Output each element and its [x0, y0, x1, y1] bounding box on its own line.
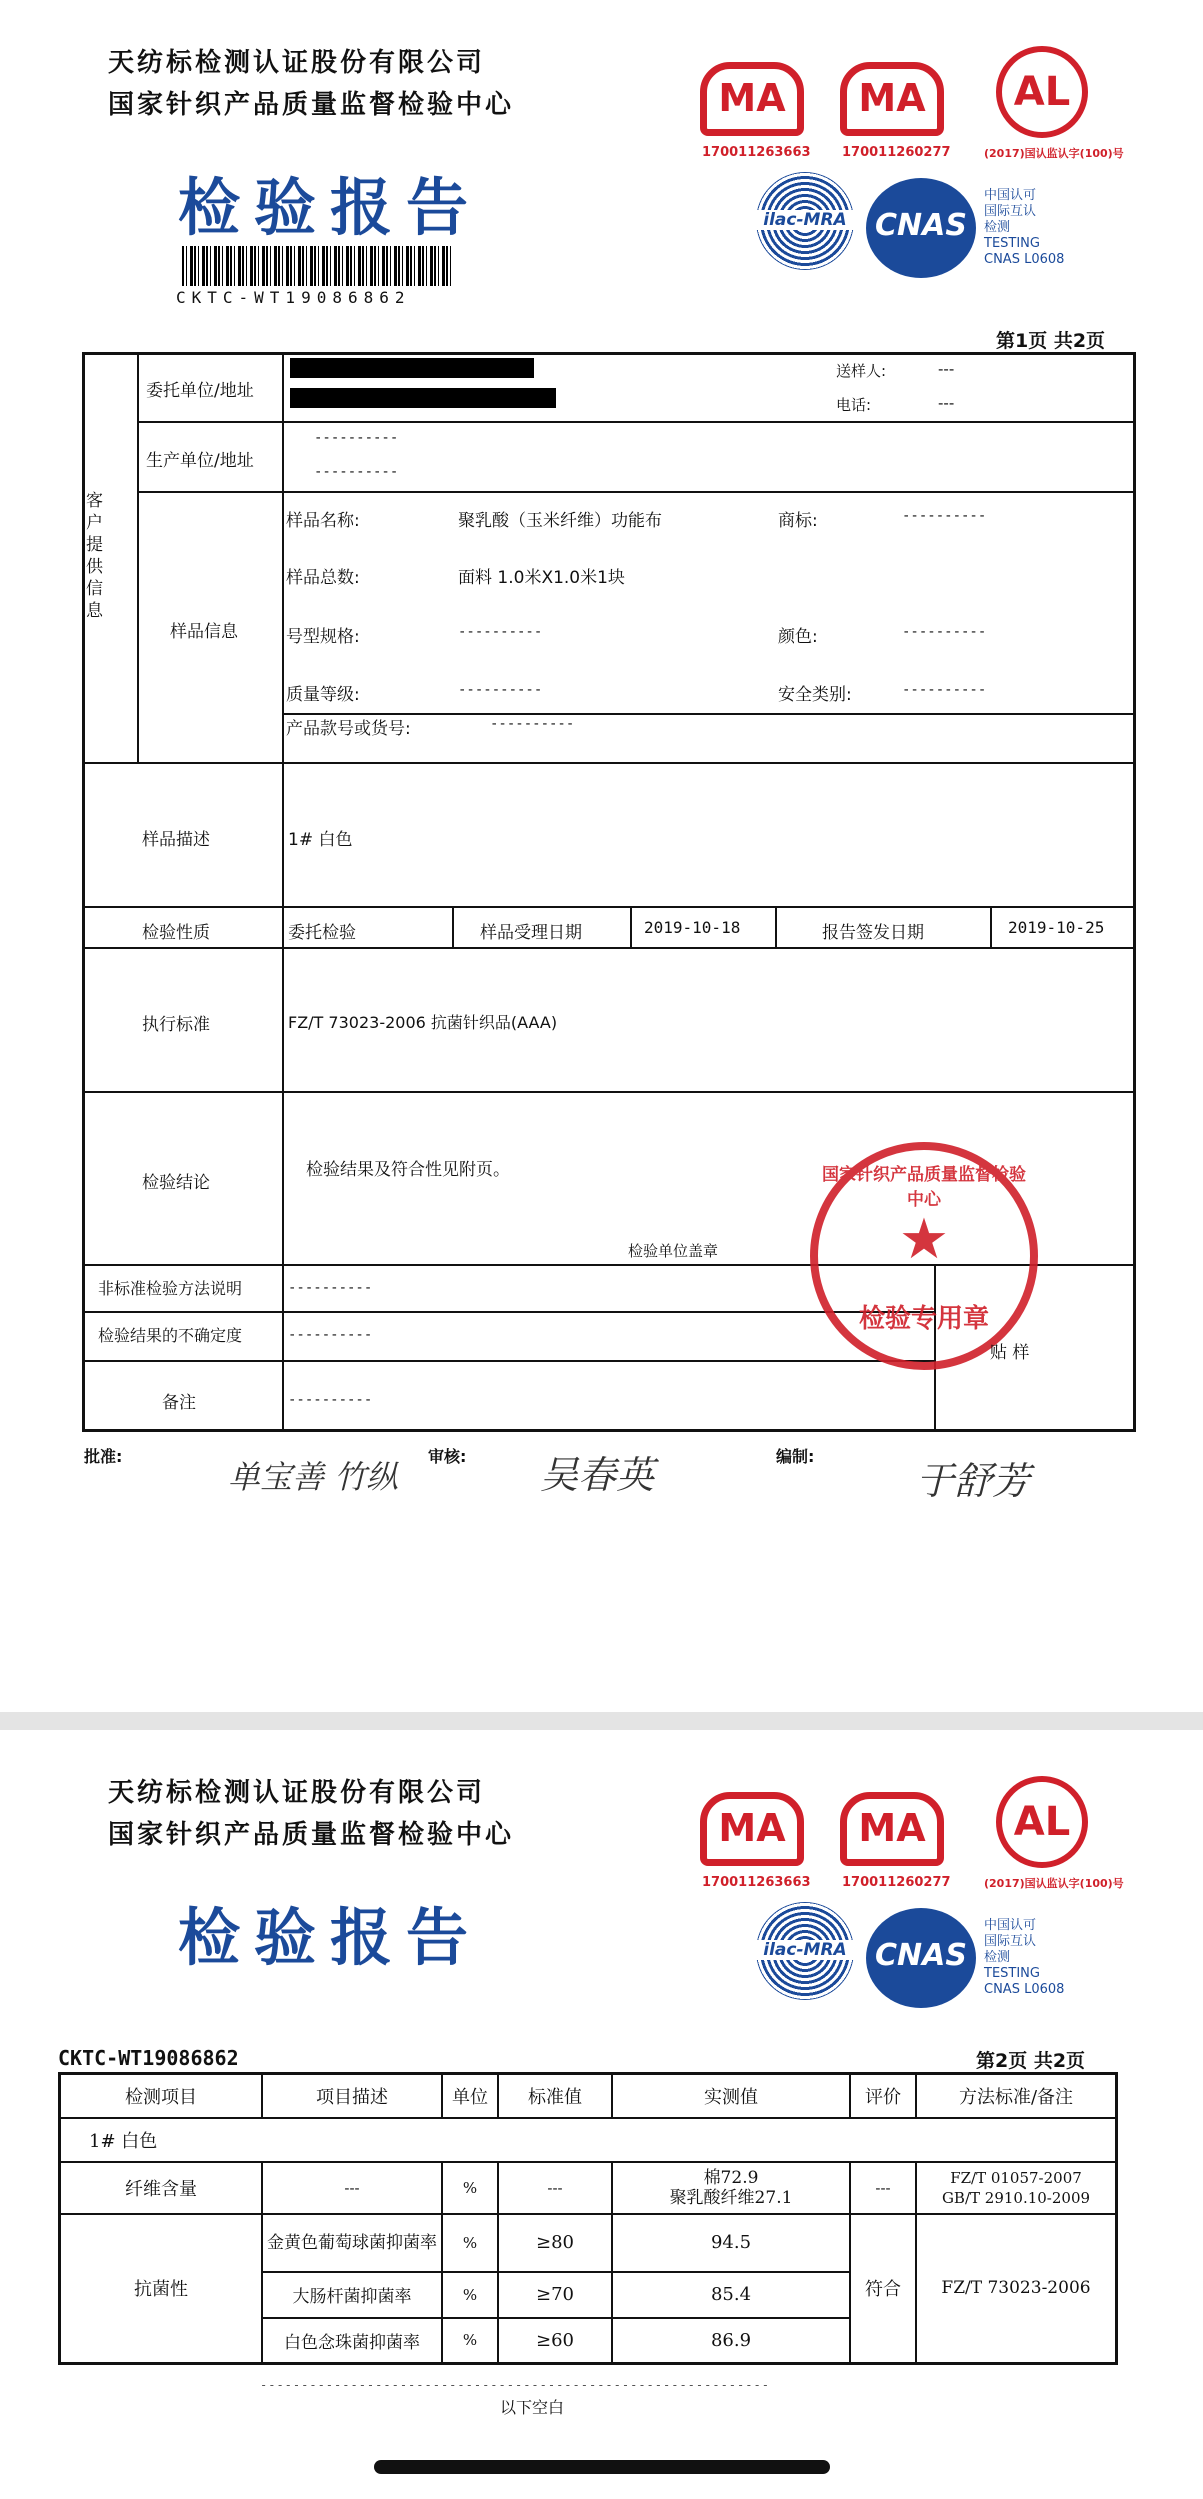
cma-logo-2b: MA	[840, 1792, 944, 1866]
review-signature: 吴春英	[540, 1453, 655, 1497]
approve-signature: 单宝善 竹纵	[228, 1458, 399, 1496]
client-label: 委托单位/地址	[146, 381, 254, 401]
received-label: 样品受理日期	[480, 923, 582, 943]
table-row	[60, 2118, 1117, 2162]
phone-label: 电话:	[836, 396, 872, 414]
cal-number: (2017)国认监认字(100)号	[984, 147, 1124, 160]
page-number-2: 第2页 共2页	[976, 2050, 1086, 2072]
sample-stamp-label: 贴 样	[990, 1343, 1030, 1363]
report-number: CKTC-WT19086862	[58, 2046, 239, 2070]
safety-label: 安全类别:	[778, 685, 852, 705]
sample-name-label: 样品名称:	[286, 511, 360, 531]
desc-label: 样品描述	[142, 830, 210, 850]
antibac-unit: %	[442, 2272, 498, 2318]
grade-value: ----------	[458, 682, 543, 698]
antibac-measured: 86.9	[612, 2318, 850, 2364]
ilac-mra-logo: ilac-MRA	[756, 172, 854, 270]
antibac-desc: 白色念珠菌抑菌率	[262, 2318, 442, 2364]
page-number: 第1页 共2页	[996, 330, 1106, 352]
review-label: 审核:	[428, 1447, 467, 1466]
redacted-client-address	[290, 388, 556, 408]
sample-count-label: 样品总数:	[286, 568, 360, 588]
sample-name-value: 聚乳酸（玉米纤维）功能布	[458, 511, 662, 531]
fiber-eval: ---	[850, 2162, 916, 2214]
report-page-2	[0, 1730, 1203, 2499]
footer-dashes: --------------------------------------------------------------	[260, 2378, 770, 2392]
company-name: 天纺标检测认证股份有限公司	[108, 48, 486, 78]
method-label: 非标准检验方法说明	[98, 1279, 243, 1298]
nature-label: 检验性质	[142, 923, 210, 943]
cnas-caption: 中国认可 国际互认 检测 TESTING CNAS L0608	[984, 188, 1065, 267]
fiber-desc: ---	[262, 2162, 442, 2214]
center-name-2: 国家针织产品质量监督检验中心	[108, 1820, 515, 1850]
table-row	[60, 2162, 1117, 2214]
ilac-mra-logo-b: ilac-MRA	[756, 1902, 854, 2000]
product-no-value: ----------	[490, 716, 575, 732]
issued-value: 2019-10-25	[1008, 918, 1105, 937]
redacted-client-name	[290, 358, 534, 378]
col-header: 方法标准/备注	[916, 2074, 1117, 2118]
fiber-label: 纤维含量	[60, 2162, 263, 2214]
antibac-desc: 金黄色葡萄球菌抑菌率	[262, 2214, 442, 2272]
model-value: ----------	[458, 624, 543, 640]
cma-logo-2: MA	[840, 62, 944, 136]
fiber-unit: %	[442, 2162, 498, 2214]
compile-label: 编制:	[776, 1447, 815, 1466]
results-table	[58, 2072, 1118, 2365]
antibac-unit: %	[442, 2214, 498, 2272]
client-info-side-label: 客户提供信息	[86, 491, 103, 621]
sender-label: 送样人:	[836, 362, 887, 380]
seal-star-icon: ★	[898, 1207, 950, 1272]
barcode-number: CKTC-WT19086862	[176, 288, 411, 307]
method-value: ----------	[288, 1280, 373, 1296]
cnas-caption-b: 中国认可 国际互认 检测 TESTING CNAS L0608	[984, 1918, 1065, 1997]
producer-label: 生产单位/地址	[146, 451, 254, 471]
model-label: 号型规格:	[286, 627, 360, 647]
safety-value: ----------	[902, 682, 987, 698]
antibac-std: ≥70	[498, 2272, 612, 2318]
antibac-measured: 94.5	[612, 2214, 850, 2272]
col-header: 评价	[850, 2074, 916, 2118]
sample-info-label: 样品信息	[170, 622, 238, 642]
remark-value: ----------	[288, 1392, 373, 1408]
cal-logo: AL	[996, 46, 1088, 138]
antibac-desc: 大肠杆菌抑菌率	[262, 2272, 442, 2318]
antibac-std: ≥60	[498, 2318, 612, 2364]
antibac-label: 抗菌性	[60, 2214, 263, 2364]
remark-label: 备注	[162, 1393, 196, 1413]
approve-label: 批准:	[84, 1447, 123, 1466]
cnas-logo-b: CNAS	[866, 1908, 976, 2008]
report-title-2: 检验报告	[178, 1901, 483, 1974]
conclusion-value: 检验结果及符合性见附页。	[306, 1160, 510, 1180]
cnas-logo: CNAS	[866, 178, 976, 278]
received-value: 2019-10-18	[644, 918, 741, 937]
desc-value: 1# 白色	[288, 830, 353, 850]
fiber-std: ---	[498, 2162, 612, 2214]
standard-label: 执行标准	[142, 1015, 210, 1035]
antibac-eval: 符合	[850, 2214, 916, 2364]
report-title: 检验报告	[178, 171, 483, 244]
cma-number-1: 170011263663	[702, 145, 811, 160]
antibac-unit: %	[442, 2318, 498, 2364]
official-seal: 国家针织产品质量监督检验中心 ★ 检验专用章	[810, 1142, 1038, 1370]
standard-value: FZ/T 73023-2006 抗菌针织品(AAA)	[288, 1013, 558, 1032]
cma-logo-1: MA	[700, 62, 804, 136]
color-label: 颜色:	[778, 627, 818, 647]
col-header: 检测项目	[60, 2074, 263, 2118]
producer-line-2: ----------	[314, 464, 399, 480]
grade-label: 质量等级:	[286, 685, 360, 705]
producer-line-1: ----------	[314, 430, 399, 446]
sample-count-value: 面料 1.0米X1.0米1块	[458, 568, 625, 588]
conclusion-label: 检验结论	[142, 1173, 210, 1193]
compile-signature: 于舒芳	[916, 1459, 1031, 1503]
stamp-note: 检验单位盖章	[628, 1242, 719, 1260]
col-header: 单位	[442, 2074, 498, 2118]
brand-value: ----------	[902, 508, 987, 524]
home-indicator[interactable]	[374, 2460, 830, 2474]
sender-value: ---	[938, 360, 955, 378]
footer-text: 以下空白	[500, 2398, 565, 2417]
sample-row: 1# 白色	[60, 2118, 1117, 2162]
fiber-method: FZ/T 01057-2007 GB/T 2910.10-2009	[916, 2162, 1117, 2214]
antibac-measured: 85.4	[612, 2272, 850, 2318]
antibac-method: FZ/T 73023-2006	[916, 2214, 1117, 2364]
nature-value: 委托检验	[288, 923, 356, 943]
col-header: 项目描述	[262, 2074, 442, 2118]
center-name: 国家针织产品质量监督检验中心	[108, 90, 515, 120]
phone-value: ---	[938, 394, 955, 412]
cma-number-1b: 170011263663	[702, 1875, 811, 1890]
col-header: 实测值	[612, 2074, 850, 2118]
brand-label: 商标:	[778, 511, 818, 531]
product-no-label: 产品款号或货号:	[286, 719, 411, 739]
cma-logo-1b: MA	[700, 1792, 804, 1866]
table-header-row	[60, 2074, 1117, 2118]
cma-number-2b: 170011260277	[842, 1875, 951, 1890]
company-name-2: 天纺标检测认证股份有限公司	[108, 1778, 486, 1808]
cma-number-2: 170011260277	[842, 145, 951, 160]
antibac-std: ≥80	[498, 2214, 612, 2272]
color-value: ----------	[902, 624, 987, 640]
cal-logo-b: AL	[996, 1776, 1088, 1868]
issued-label: 报告签发日期	[822, 923, 924, 943]
uncertainty-value: ----------	[288, 1327, 373, 1343]
col-header: 标准值	[498, 2074, 612, 2118]
barcode	[182, 246, 452, 286]
cal-number-b: (2017)国认监认字(100)号	[984, 1877, 1124, 1890]
uncertainty-label: 检验结果的不确定度	[98, 1326, 243, 1345]
fiber-measured: 棉72.9 聚乳酸纤维27.1	[612, 2162, 850, 2214]
table-row	[60, 2214, 1117, 2272]
